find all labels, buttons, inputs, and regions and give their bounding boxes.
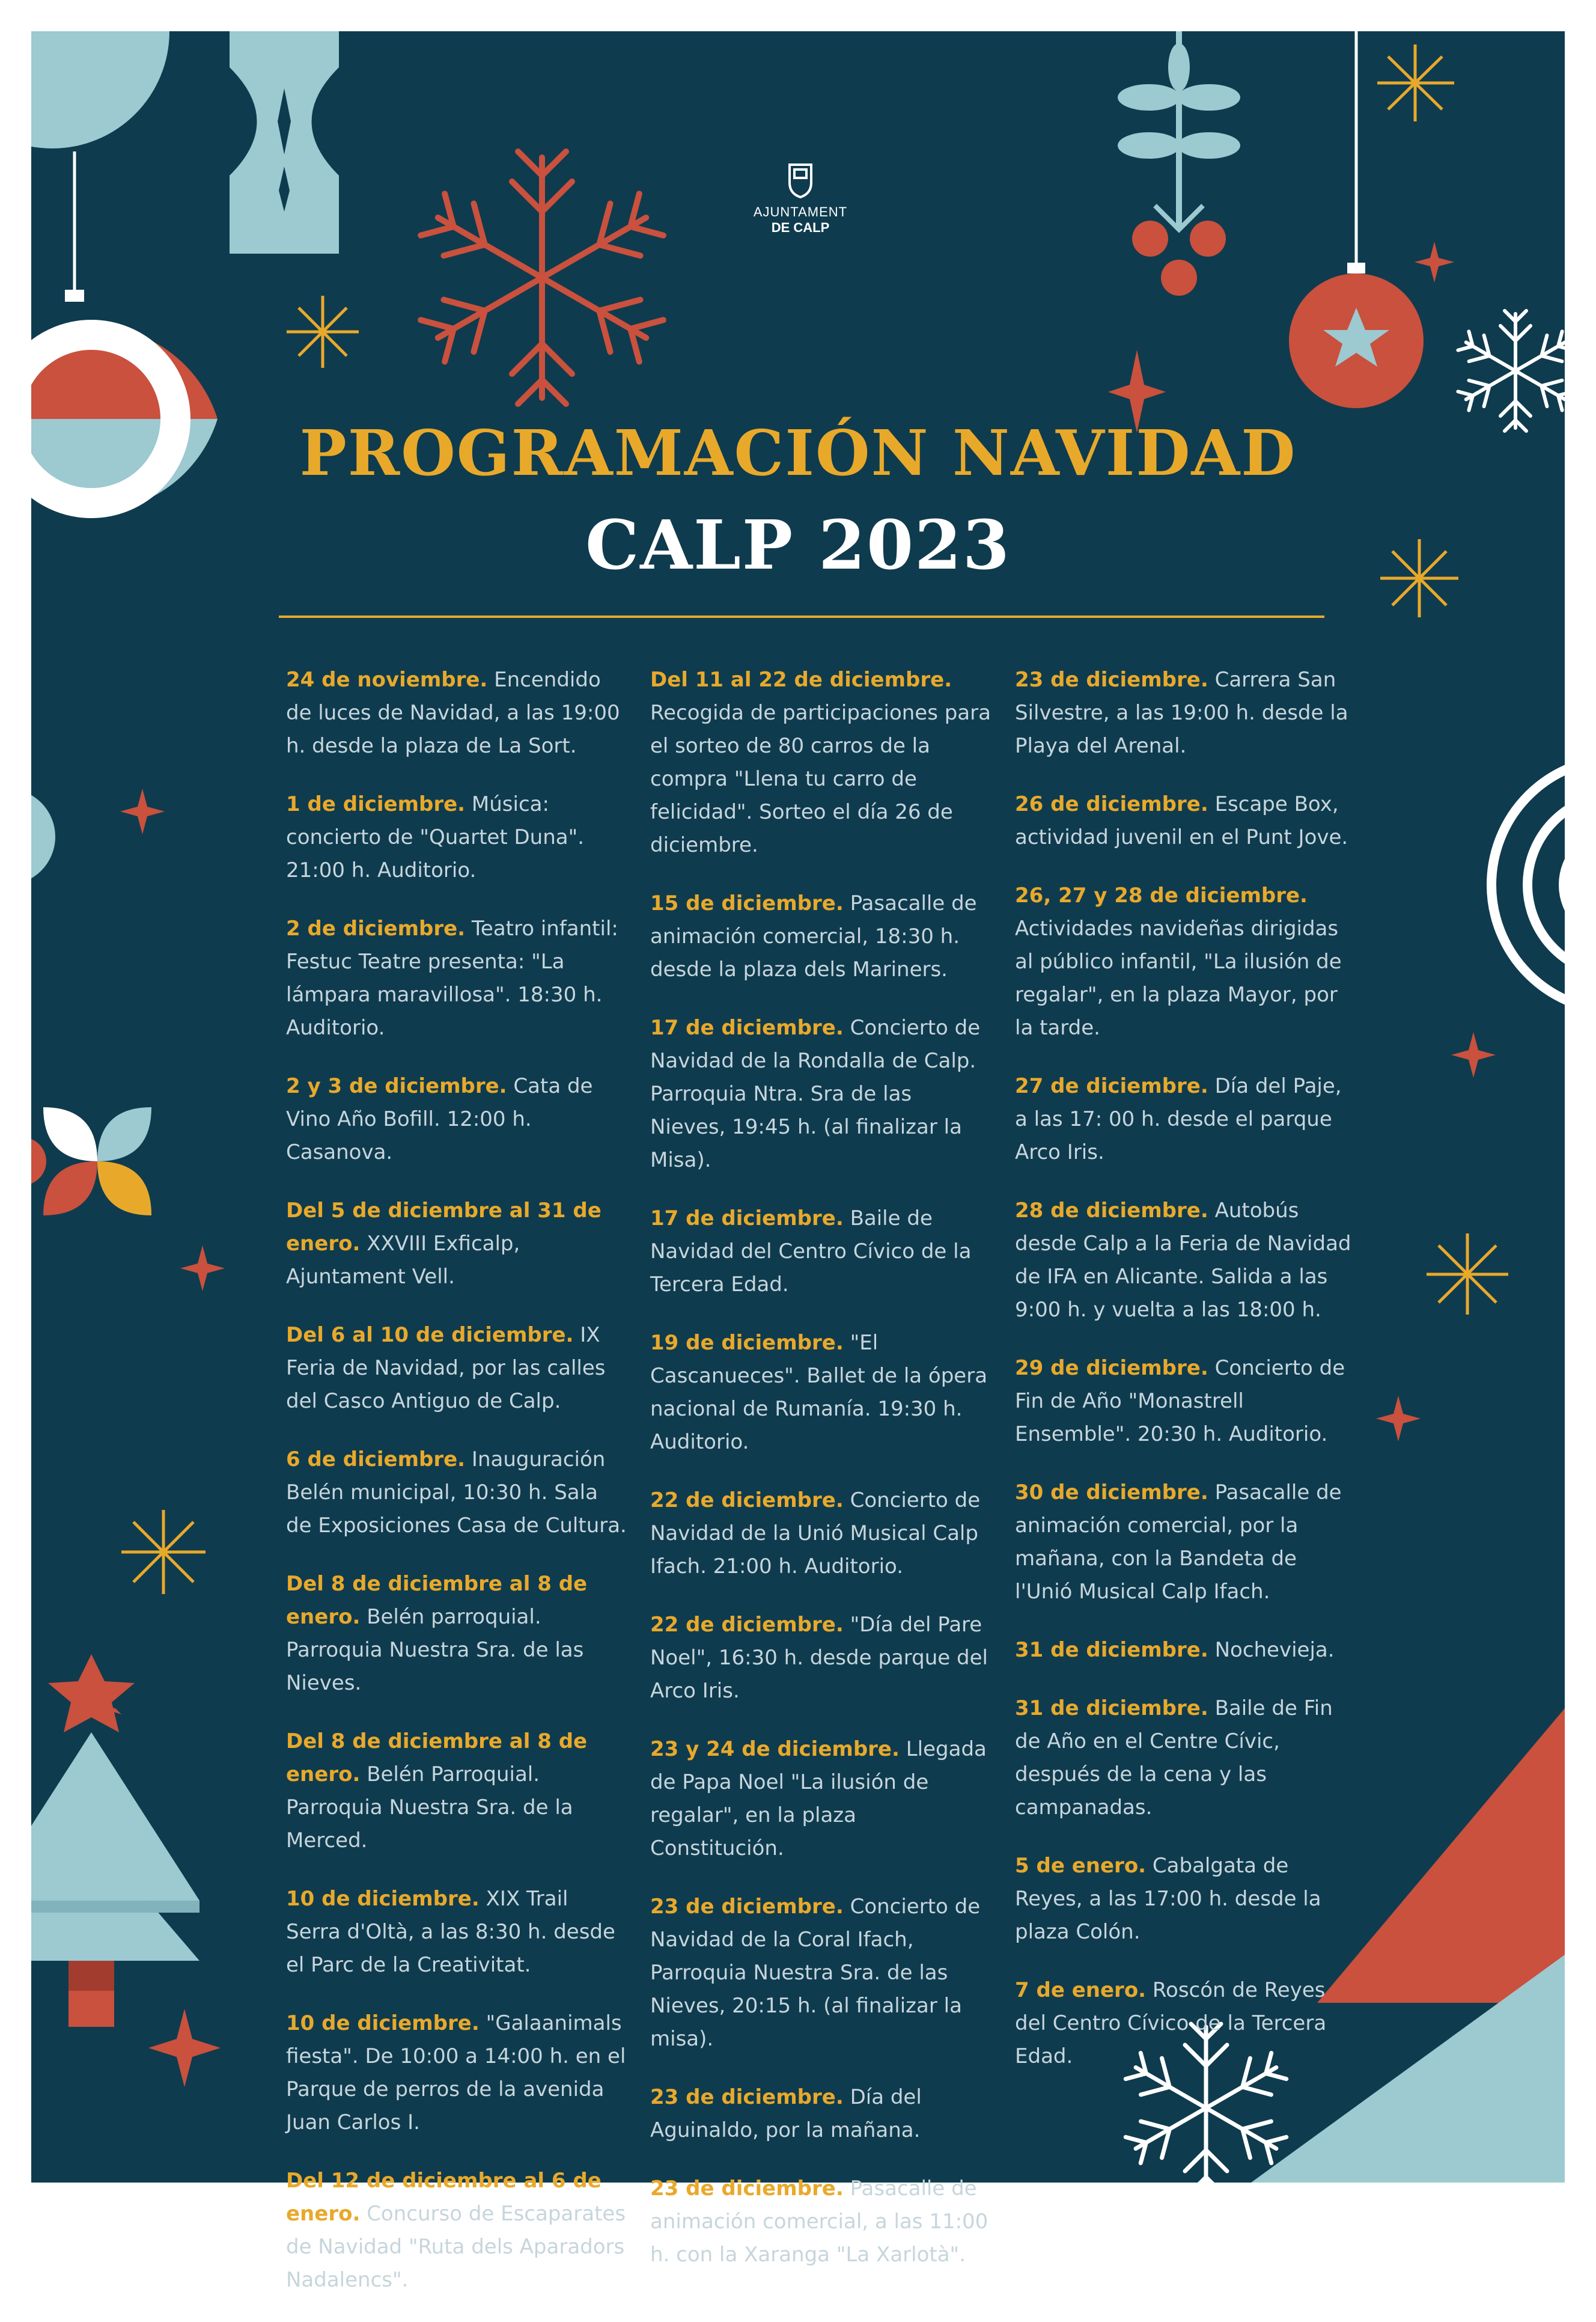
event-description: XXVIII Exficalp, Ajuntament Vell. — [286, 1232, 520, 1289]
event-item — [1015, 664, 1357, 763]
event-date: 31 de diciembre. — [1015, 1638, 1208, 1662]
event-item — [650, 1609, 993, 1708]
sparkle-icon — [1377, 44, 1454, 121]
event-date: 29 de diciembre. — [1015, 1356, 1208, 1380]
sparkle-icon — [287, 296, 359, 368]
event-date: 17 de diciembre. — [650, 1016, 844, 1040]
event-description: Encendido de luces de Navidad, a las 19:00 h. desde la plaza de La Sort. — [286, 668, 620, 758]
event-date: 23 y 24 de diciembre. — [650, 1737, 900, 1761]
event-date: 10 de diciembre. — [286, 2011, 480, 2035]
snowflake-icon — [418, 151, 666, 404]
event-date: 17 de diciembre. — [650, 1206, 844, 1230]
event-item — [1015, 1850, 1357, 1949]
title-line1: PROGRAMACIÓN NAVIDAD — [299, 416, 1297, 490]
event-description: Inauguración Belén municipal, 10:30 h. Sala de Exposiciones Casa de Cultura. — [286, 1447, 627, 1538]
event-item — [1015, 788, 1357, 854]
event-date: 31 de diciembre. — [1015, 1696, 1208, 1720]
event-date: 6 de diciembre. — [286, 1447, 466, 1471]
event-date: 5 de enero. — [1015, 1854, 1147, 1878]
event-item — [286, 788, 629, 887]
event-item — [286, 1194, 629, 1294]
event-date: 22 de diciembre. — [650, 1613, 844, 1637]
event-date: 2 y 3 de diciembre. — [286, 1074, 507, 1098]
event-item — [286, 2007, 629, 2139]
event-description: Belén parroquial. Parroquia Nuestra Sra. de las Nieves. — [286, 1605, 584, 1695]
event-item — [286, 1725, 629, 1857]
event-description: Pasacalle de animación comercial, a las 11:00 h. con la Xaranga "La Xarlotà". — [650, 2177, 988, 2267]
event-description: Día del Paje, a las 17: 00 h. desde el parque Arco Iris. — [1015, 1074, 1342, 1164]
title-line2: CALP 2023 — [585, 506, 1011, 585]
event-description: Teatro infantil: Festuc Teatre presenta: "La lámpara maravillosa". 18:30 h. Auditorio. — [286, 917, 618, 1040]
event-item — [650, 664, 993, 862]
event-date: 19 de diciembre. — [650, 1331, 844, 1355]
event-description: IX Feria de Navidad, por las calles del Casco Antiguo de Calp. — [286, 1323, 606, 1413]
event-description: Roscón de Reyes del Centro Cívico de la Tercera Edad. — [1015, 1978, 1327, 2068]
event-item — [1015, 1070, 1357, 1169]
events-column-2 — [650, 664, 993, 2297]
event-description: "Galaanimals fiesta". De 10:00 a 14:00 h. en el Parque de perros de la avenida Juan Carlos I. — [286, 2011, 626, 2134]
blue-block — [230, 31, 339, 254]
event-date: 23 de diciembre. — [650, 2177, 844, 2201]
event-date: Del 11 al 22 de diciembre. — [650, 668, 952, 692]
event-description: Concierto de Navidad de la Coral Ifach, Parroquia Nuestra Sra. de las Nieves, 20:15 h. (al finalizar la misa). — [650, 1895, 981, 2051]
event-item — [650, 1327, 993, 1459]
event-date: 23 de diciembre. — [1015, 668, 1208, 692]
event-description: Música: concierto de "Quartet Duna". 21:00 h. Auditorio. — [286, 792, 585, 882]
event-description: Concierto de Fin de Año "Monastrell Ensemble". 20:30 h. Auditorio. — [1015, 1356, 1345, 1446]
event-date: Del 8 de diciembre al 8 de enero. — [286, 1572, 588, 1629]
divider — [279, 616, 1324, 618]
event-date: 10 de diciembre. — [286, 1887, 480, 1911]
event-description: Baile de Navidad del Centro Cívico de la Tercera Edad. — [650, 1206, 972, 1297]
event-item — [286, 1443, 629, 1542]
event-date: 28 de diciembre. — [1015, 1199, 1208, 1223]
event-item — [1015, 1352, 1357, 1451]
event-item — [1015, 879, 1357, 1045]
event-date: Del 8 de diciembre al 8 de enero. — [286, 1729, 588, 1786]
event-date: Del 6 al 10 de diciembre. — [286, 1323, 574, 1347]
event-item — [650, 1484, 993, 1583]
event-description: Cabalgata de Reyes, a las 17:00 h. desde la plaza Colón. — [1015, 1854, 1321, 1944]
rings-ornament — [1491, 759, 1596, 1011]
event-item — [286, 1568, 629, 1700]
event-date: Del 5 de diciembre al 31 de enero. — [286, 1199, 602, 1256]
event-description: "Día del Pare Noel", 16:30 h. desde parque del Arco Iris. — [650, 1613, 988, 1703]
event-item — [650, 2172, 993, 2272]
event-description: Pasacalle de animación comercial, por la mañana, con la Bandeta de l'Unió Musical Calp Ifach. — [1015, 1480, 1342, 1604]
christmas-tree-icon — [0, 1654, 200, 2027]
event-item — [286, 1070, 629, 1169]
event-description: Recogida de participaciones para el sorteo de 80 carros de la compra "Llena tu carro de felicidad". Sorteo el día 26 de diciembre. — [650, 701, 991, 857]
event-date: 23 de diciembre. — [650, 2085, 844, 2109]
poster — [31, 31, 1565, 2292]
event-description: Cata de Vino Año Bofill. 12:00 h. Casanova. — [286, 1074, 593, 1164]
event-item — [286, 2165, 629, 2297]
event-description: XIX Trail Serra d'Oltà, a las 8:30 h. desde el Parc de la Creativitat. — [286, 1887, 615, 1977]
events-column-3 — [1015, 664, 1357, 2098]
event-description: Nochevieja. — [1214, 1638, 1335, 1662]
mistletoe-icon — [1118, 31, 1240, 296]
event-description: "El Cascanueces". Ballet de la ópera nacional de Rumanía. 19:30 h. Auditorio. — [650, 1331, 988, 1454]
bauble-right — [1289, 273, 1424, 408]
event-item — [1015, 1194, 1357, 1327]
event-date: Del 12 de diciembre al 6 de enero. — [286, 2169, 602, 2226]
event-item — [1015, 1692, 1357, 1824]
flower-ornament — [0, 1107, 151, 1215]
event-date: 22 de diciembre. — [650, 1488, 844, 1512]
event-item — [286, 1319, 629, 1418]
event-description: Concierto de Navidad de la Rondalla de Calp. Parroquia Ntra. Sra de las Nieves, 19:45 h. (al finalizar la Misa). — [650, 1016, 981, 1172]
event-description: Escape Box, actividad juvenil en el Punt Jove. — [1015, 792, 1348, 849]
event-description: Baile de Fin de Año en el Centre Cívic, después de la cena y las campanadas. — [1015, 1696, 1333, 1819]
event-item — [1015, 1974, 1357, 2073]
event-description: Llegada de Papa Noel "La ilusión de regalar", en la plaza Constitución. — [650, 1737, 987, 1860]
event-description: Actividades navideñas dirigidas al público infantil, "La ilusión de regalar", en la plaza Mayor, por la tarde. — [1015, 917, 1342, 1040]
event-item — [1015, 1476, 1357, 1609]
events-column-1 — [286, 664, 629, 2322]
snowflake-icon — [1456, 311, 1575, 431]
event-date: 30 de diciembre. — [1015, 1480, 1208, 1505]
event-description: Concurso de Escaparates de Navidad "Ruta dels Aparadors Nadalencs". — [286, 2202, 626, 2292]
event-date: 7 de enero. — [1015, 1978, 1147, 2002]
event-item — [650, 1202, 993, 1301]
logo-line2: DE CALP — [771, 220, 830, 235]
event-item — [650, 1890, 993, 2056]
event-description: Autobús desde Calp a la Feria de Navidad de IFA en Alicante. Salida a las 9:00 h. y vuelta a las 18:00 h. — [1015, 1199, 1351, 1322]
event-date: 26 de diciembre. — [1015, 792, 1208, 816]
sparkle-icon — [121, 1510, 206, 1594]
event-item — [286, 1883, 629, 1982]
event-item — [650, 2081, 993, 2147]
event-item — [650, 1012, 993, 1177]
event-date: 2 de diciembre. — [286, 917, 466, 941]
event-description: Día del Aguinaldo, por la mañana. — [650, 2085, 922, 2142]
event-item — [650, 1733, 993, 1865]
logo — [752, 165, 848, 236]
event-description: Pasacalle de animación comercial, 18:30 h. desde la plaza dels Mariners. — [650, 891, 977, 982]
logo-line1: AJUNTAMENT — [753, 204, 848, 219]
event-date: 23 de diciembre. — [650, 1895, 844, 1919]
event-date: 1 de diciembre. — [286, 792, 466, 816]
event-description: Belén Parroquial. Parroquia Nuestra Sra. de la Merced. — [286, 1762, 573, 1853]
half-circle-ornament — [0, 0, 169, 148]
event-item — [650, 887, 993, 986]
sparkle-icon — [1427, 1233, 1508, 1315]
event-date: 15 de diciembre. — [650, 891, 844, 915]
event-description: Carrera San Silvestre, a las 19:00 h. desde la Playa del Arenal. — [1015, 668, 1348, 758]
event-date: 27 de diciembre. — [1015, 1074, 1208, 1098]
event-description: Concierto de Navidad de la Unió Musical Calp Ifach. 21:00 h. Auditorio. — [650, 1488, 981, 1578]
event-item — [286, 912, 629, 1045]
event-date: 26, 27 y 28 de diciembre. — [1015, 884, 1308, 908]
event-item — [286, 664, 629, 763]
event-item — [1015, 1634, 1357, 1667]
event-date: 24 de noviembre. — [286, 668, 488, 692]
